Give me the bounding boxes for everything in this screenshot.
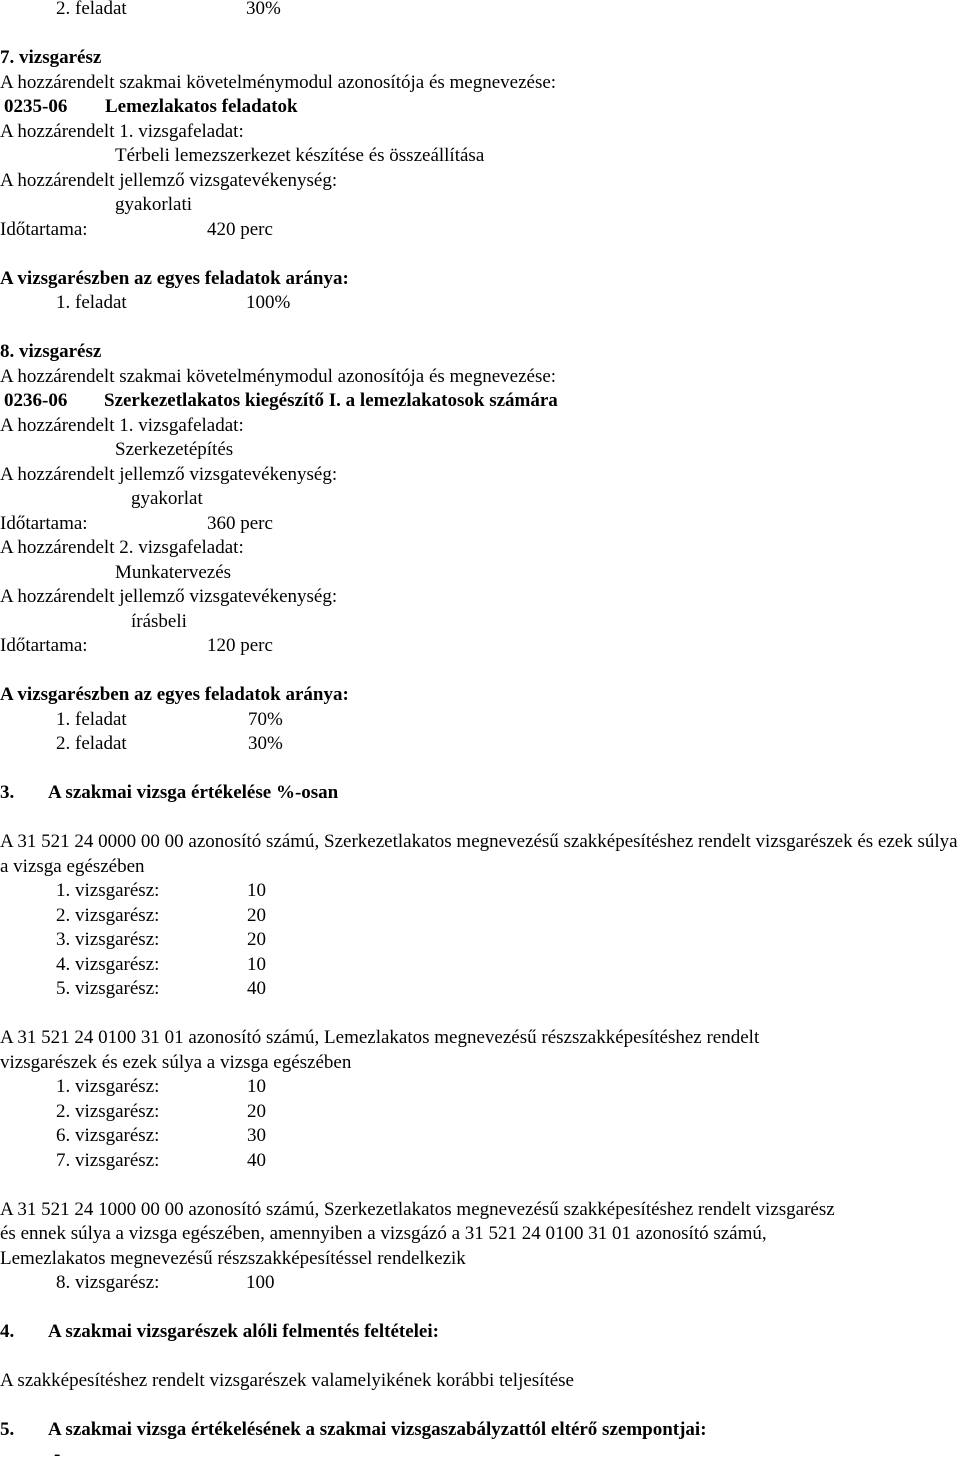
ratio-row bbox=[0, 708, 960, 733]
duration-value: 420 perc bbox=[207, 218, 273, 243]
part8-task1-label: A hozzárendelt 1. vizsgafeladat: bbox=[0, 414, 960, 439]
weight-value: 20 bbox=[247, 928, 266, 953]
part8-module-label: A hozzárendelt szakmai követelménymodul azonosítója és megnevezése: bbox=[0, 365, 960, 390]
part8-title: 8. vizsgarész bbox=[0, 340, 960, 365]
weight-name: 3. vizsgarész: bbox=[56, 929, 159, 950]
section3-para3-line2: és ennek súlya a vizsga egészében, amennyiben a vizsgázó a 31 521 24 0100 31 01 azonosító számú, bbox=[0, 1222, 960, 1247]
part7-module-label: A hozzárendelt szakmai követelménymodul azonosítója és megnevezése: bbox=[0, 71, 960, 96]
section3-para2-line2: vizsgarészek és ezek súlya a vizsga egészében bbox=[0, 1051, 960, 1076]
module-code: 0235-06 bbox=[0, 96, 67, 117]
part7-duration-row bbox=[0, 218, 960, 243]
weight-row bbox=[0, 1271, 960, 1296]
ratio-row bbox=[0, 732, 960, 757]
weight-row bbox=[0, 904, 960, 929]
part7-task-label: A hozzárendelt 1. vizsgafeladat: bbox=[0, 120, 960, 145]
section-title: A szakmai vizsga értékelésének a szakmai vizsgaszabályzattól eltérő szempontjai: bbox=[48, 1418, 707, 1443]
weight-value: 100 bbox=[246, 1271, 275, 1296]
part8-activity2: írásbeli bbox=[0, 610, 960, 635]
part8-task2-name: Munkatervezés bbox=[0, 561, 960, 586]
section3-para3-line1: A 31 521 24 1000 00 00 azonosító számú, Szerkezetlakatos megnevezésű szakképesítéshez rendelt vizsgarész bbox=[0, 1198, 960, 1223]
weight-row bbox=[0, 1100, 960, 1125]
part8-task2-label: A hozzárendelt 2. vizsgafeladat: bbox=[0, 536, 960, 561]
section3-para3-line3: Lemezlakatos megnevezésű részszakképesítéssel rendelkezik bbox=[0, 1247, 960, 1272]
section5-heading bbox=[0, 1418, 960, 1443]
weight-value: 10 bbox=[247, 953, 266, 978]
section5-text: - bbox=[0, 1443, 960, 1467]
part7-title: 7. vizsgarész bbox=[0, 46, 960, 71]
ratio-pct: 70% bbox=[248, 708, 283, 733]
ratio-pct: 100% bbox=[246, 291, 290, 316]
module-name: Szerkezetlakatos kiegészítő I. a lemezlakatosok számára bbox=[104, 389, 558, 414]
ratio-pct: 30% bbox=[248, 732, 283, 757]
weight-name: 8. vizsgarész: bbox=[56, 1272, 159, 1293]
part8-module bbox=[0, 389, 960, 414]
weight-row bbox=[0, 1075, 960, 1100]
section3-para1: A 31 521 24 0000 00 00 azonosító számú, Szerkezetlakatos megnevezésű szakképesítéshez rendelt vizsgarészek és ezek súlya a vizsga egészében bbox=[0, 830, 960, 879]
weight-name: 1. vizsgarész: bbox=[56, 880, 159, 901]
part8-activity1: gyakorlat bbox=[0, 487, 960, 512]
duration-label: Időtartama: bbox=[0, 219, 88, 240]
weight-row bbox=[0, 928, 960, 953]
weight-name: 6. vizsgarész: bbox=[56, 1125, 159, 1146]
part7-activity: gyakorlati bbox=[0, 193, 960, 218]
part7-ratio-title: A vizsgarészben az egyes feladatok aránya: bbox=[0, 267, 960, 292]
part7-module bbox=[0, 95, 960, 120]
weight-name: 4. vizsgarész: bbox=[56, 954, 159, 975]
module-name: Lemezlakatos feladatok bbox=[105, 95, 298, 120]
ratio-pct: 30% bbox=[246, 0, 281, 22]
weight-row bbox=[0, 879, 960, 904]
weight-value: 20 bbox=[247, 1100, 266, 1125]
part8-activity1-label: A hozzárendelt jellemző vizsgatevékenység: bbox=[0, 463, 960, 488]
part8-duration2-row bbox=[0, 634, 960, 659]
section4-text: A szakképesítéshez rendelt vizsgarészek valamelyikének korábbi teljesítése bbox=[0, 1369, 960, 1394]
ratio-row bbox=[0, 0, 960, 22]
weight-value: 40 bbox=[247, 1149, 266, 1174]
ratio-item: 1. feladat bbox=[56, 292, 127, 313]
section-number: 5. bbox=[0, 1419, 14, 1440]
ratio-item: 2. feladat bbox=[56, 0, 127, 19]
weight-row bbox=[0, 1124, 960, 1149]
weight-value: 20 bbox=[247, 904, 266, 929]
weight-row bbox=[0, 1149, 960, 1174]
weight-value: 10 bbox=[247, 879, 266, 904]
section3-para2-line1: A 31 521 24 0100 31 01 azonosító számú, Lemezlakatos megnevezésű részszakképesítéshez rendelt bbox=[0, 1026, 960, 1051]
weight-row bbox=[0, 953, 960, 978]
section3-heading bbox=[0, 781, 960, 806]
weight-name: 5. vizsgarész: bbox=[56, 978, 159, 999]
part8-activity2-label: A hozzárendelt jellemző vizsgatevékenység: bbox=[0, 585, 960, 610]
weight-name: 1. vizsgarész: bbox=[56, 1076, 159, 1097]
weight-value: 10 bbox=[247, 1075, 266, 1100]
ratio-item: 2. feladat bbox=[56, 733, 127, 754]
ratio-row bbox=[0, 291, 960, 316]
section-number: 4. bbox=[0, 1321, 14, 1342]
weight-name: 2. vizsgarész: bbox=[56, 1101, 159, 1122]
part7-task-name: Térbeli lemezszerkezet készítése és összeállítása bbox=[0, 144, 960, 169]
section-title: A szakmai vizsgarészek alóli felmentés feltételei: bbox=[48, 1320, 439, 1345]
weight-value: 30 bbox=[247, 1124, 266, 1149]
weight-row bbox=[0, 977, 960, 1002]
part8-task1-name: Szerkezetépítés bbox=[0, 438, 960, 463]
part8-ratio-title: A vizsgarészben az egyes feladatok aránya: bbox=[0, 683, 960, 708]
section-title: A szakmai vizsga értékelése %-osan bbox=[48, 781, 338, 806]
section4-heading bbox=[0, 1320, 960, 1345]
ratio-item: 1. feladat bbox=[56, 709, 127, 730]
duration-label: Időtartama: bbox=[0, 635, 88, 656]
weight-name: 2. vizsgarész: bbox=[56, 905, 159, 926]
duration-value: 360 perc bbox=[207, 512, 273, 537]
part8-duration1-row bbox=[0, 512, 960, 537]
duration-value: 120 perc bbox=[207, 634, 273, 659]
module-code: 0236-06 bbox=[0, 390, 67, 411]
section-number: 3. bbox=[0, 782, 14, 803]
weight-name: 7. vizsgarész: bbox=[56, 1150, 159, 1171]
duration-label: Időtartama: bbox=[0, 513, 88, 534]
weight-value: 40 bbox=[247, 977, 266, 1002]
part7-activity-label: A hozzárendelt jellemző vizsgatevékenység: bbox=[0, 169, 960, 194]
